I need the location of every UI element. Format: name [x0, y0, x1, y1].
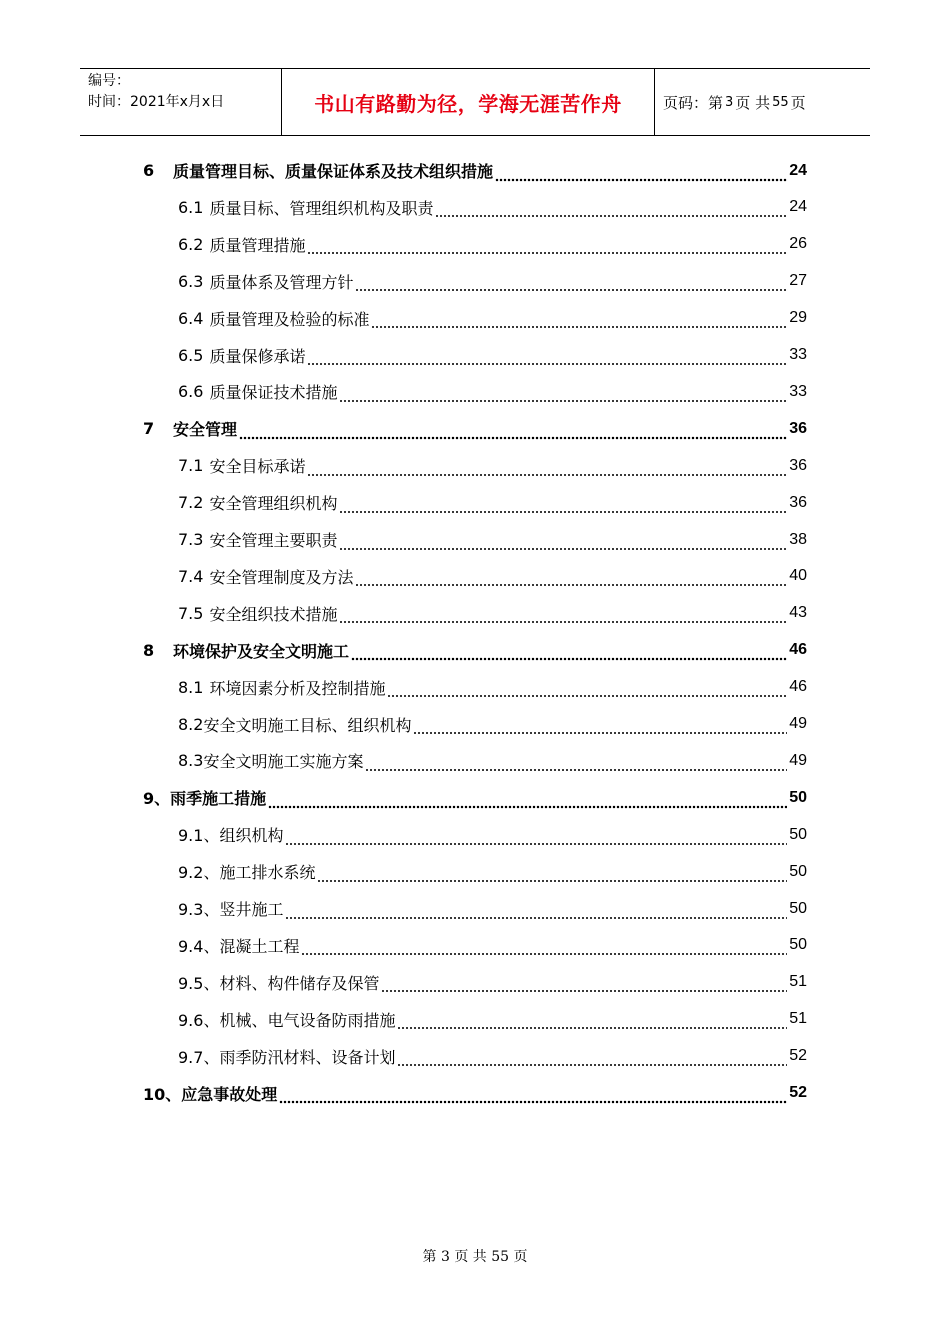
header-motto: 书山有路勤为径，学海无涯苦作舟	[282, 69, 655, 135]
toc-entry-number: 6.1	[178, 197, 204, 217]
toc-entry-page: 38	[789, 530, 807, 548]
toc-leader-dots	[339, 387, 787, 403]
date-label: 时间：2021年x月x日	[88, 94, 225, 110]
toc-entry-number: 9、	[143, 789, 171, 809]
toc-entry[interactable]	[178, 1038, 807, 1075]
toc-entry-page: 43	[789, 604, 807, 622]
toc-entry-number: 8.3	[178, 751, 204, 771]
toc-entry-number: 7.4	[178, 566, 204, 586]
toc-entry-number: 7.5	[178, 603, 204, 623]
toc-entry-title: 质量保修承诺	[209, 346, 306, 366]
toc-entry[interactable]	[143, 779, 807, 816]
toc-entry[interactable]	[178, 742, 807, 779]
toc-entry-page: 50	[789, 862, 807, 880]
toc-leader-dots	[355, 571, 787, 587]
page-header	[80, 68, 870, 136]
toc-leader-dots	[397, 1014, 787, 1030]
toc-leader-dots	[279, 1088, 787, 1104]
toc-entry-number: 9.7、	[178, 1047, 220, 1067]
header-page-info	[655, 69, 870, 135]
toc-entry-title: 组织机构	[219, 826, 284, 846]
toc-entry-number: 6.6	[178, 382, 204, 402]
toc-entry-number: 7.2	[178, 493, 204, 513]
toc-entry-page: 51	[789, 1010, 807, 1028]
toc-entry[interactable]	[178, 816, 807, 853]
toc-entry[interactable]	[178, 853, 807, 890]
toc-entry-number: 7	[143, 419, 155, 439]
toc-entry-title: 材料、构件储存及保管	[219, 973, 380, 993]
header-page-total: 55	[772, 94, 789, 110]
footer-current: 3	[440, 1249, 450, 1265]
toc-entry-page: 51	[789, 973, 807, 991]
toc-entry-page: 46	[789, 678, 807, 696]
toc-leader-dots	[435, 202, 787, 218]
toc-entry-title: 安全目标承诺	[209, 457, 306, 477]
toc-entry-page: 33	[789, 346, 807, 363]
toc-entry-title: 竖井施工	[219, 900, 284, 919]
toc-leader-dots	[339, 608, 787, 624]
toc-entry-number: 6.5	[178, 345, 204, 365]
toc-leader-dots	[355, 276, 787, 292]
toc-entry-page: 26	[789, 235, 807, 253]
toc-entry-title: 质量管理措施	[209, 235, 306, 255]
toc-leader-dots	[351, 645, 787, 661]
toc-entry-page: 40	[789, 567, 807, 585]
code-label: 编号：	[88, 73, 130, 89]
toc-entry-page: 46	[789, 641, 807, 659]
toc-entry-title: 安全管理主要职责	[209, 531, 338, 550]
toc-entry-page: 52	[789, 1084, 807, 1101]
toc-leader-dots	[301, 940, 787, 956]
toc-entry[interactable]	[178, 595, 807, 632]
toc-entry[interactable]	[178, 890, 807, 927]
header-meta	[80, 69, 282, 135]
toc-entry[interactable]	[178, 263, 807, 300]
toc-entry-title: 环境因素分析及控制措施	[209, 678, 386, 698]
toc-entry[interactable]	[178, 706, 807, 743]
toc-entry-title: 机械、电气设备防雨措施	[219, 1010, 396, 1030]
toc-entry-number: 6	[143, 161, 155, 180]
toc-leader-dots	[239, 424, 787, 440]
toc-entry-number: 10、	[143, 1084, 182, 1104]
toc-entry[interactable]	[178, 484, 807, 521]
header-page-suffix: 页	[790, 93, 806, 112]
toc-entry-page: 49	[789, 715, 807, 732]
toc-entry-title: 安全文明施工实施方案	[203, 752, 364, 772]
toc-entry-number: 8.2	[178, 714, 204, 734]
toc-entry-page: 50	[789, 899, 807, 917]
toc-entry-page: 27	[789, 272, 807, 290]
toc-entry-title: 质量保证技术措施	[209, 383, 338, 403]
toc-entry-number: 9.1、	[178, 826, 220, 846]
toc-entry-title: 雨季施工措施	[170, 789, 267, 809]
toc-leader-dots	[339, 498, 787, 514]
toc-entry[interactable]	[178, 1001, 807, 1038]
toc-entry[interactable]	[178, 337, 807, 374]
toc-entry[interactable]	[143, 152, 807, 189]
toc-entry[interactable]	[178, 558, 807, 595]
toc-entry-page: 29	[789, 309, 807, 327]
toc-entry[interactable]	[178, 300, 807, 337]
toc-entry-title: 混凝土工程	[219, 936, 300, 956]
toc-entry-number: 9.3、	[178, 900, 220, 919]
toc-entry-title: 质量目标、管理组织机构及职责	[209, 198, 434, 218]
toc-entry-title: 安全管理组织机构	[209, 494, 338, 514]
toc-entry-number: 6.4	[178, 308, 204, 328]
toc-entry-title: 应急事故处理	[181, 1084, 278, 1104]
toc-leader-dots	[285, 904, 787, 920]
toc-leader-dots	[339, 535, 787, 551]
toc-entry[interactable]	[178, 373, 807, 410]
toc-entry-page: 24	[789, 161, 807, 179]
toc-entry-title: 质量管理目标、质量保证体系及技术组织措施	[173, 162, 494, 181]
toc-entry-page: 36	[789, 456, 807, 474]
toc-entry-title: 雨季防汛材料、设备计划	[219, 1047, 396, 1067]
toc-entry-title: 安全管理制度及方法	[209, 567, 354, 587]
toc-entry-title: 安全管理	[173, 420, 238, 440]
toc-entry-number: 9.4、	[178, 936, 220, 956]
toc-leader-dots	[495, 166, 787, 182]
toc-entry-page: 52	[789, 1047, 807, 1065]
toc-entry-number: 6.2	[178, 234, 204, 254]
toc-entry[interactable]	[178, 521, 807, 558]
toc-entry-title: 施工排水系统	[219, 863, 316, 883]
toc-entry-number: 9.2、	[178, 863, 220, 883]
footer-total: 55	[491, 1249, 510, 1265]
toc-entry[interactable]	[143, 632, 807, 669]
toc-leader-dots	[413, 719, 787, 735]
toc-entry[interactable]	[178, 964, 807, 1001]
header-page-mid: 页 共	[735, 93, 771, 112]
toc-leader-dots	[387, 682, 787, 698]
toc-entry-number: 9.5、	[178, 973, 220, 993]
toc-entry[interactable]	[178, 669, 807, 706]
toc-entry-number: 6.3	[178, 271, 204, 291]
toc-entry[interactable]	[178, 927, 807, 964]
header-page-prefix: 页码：第	[663, 93, 724, 112]
header-page-current: 3	[725, 94, 734, 110]
toc-leader-dots	[381, 977, 787, 993]
toc-leader-dots	[268, 793, 787, 809]
toc-entry[interactable]	[178, 447, 807, 484]
toc-leader-dots	[371, 313, 787, 329]
toc-entry-page: 49	[789, 751, 807, 769]
toc-leader-dots	[307, 461, 787, 477]
toc-entry-title: 安全组织技术措施	[209, 604, 338, 624]
toc-entry[interactable]	[143, 1075, 807, 1112]
toc-entry-page: 50	[789, 788, 807, 806]
toc-entry[interactable]	[178, 226, 807, 263]
toc-entry-number: 7.3	[178, 530, 204, 549]
toc-leader-dots	[317, 867, 787, 883]
page-footer	[0, 1246, 950, 1266]
toc-entry-title: 安全文明施工目标、组织机构	[203, 715, 412, 735]
toc-leader-dots	[397, 1051, 787, 1067]
toc-leader-dots	[285, 830, 787, 846]
toc-entry-title: 质量管理及检验的标准	[209, 309, 370, 329]
footer-prefix: 第	[422, 1249, 437, 1265]
toc-entry-number: 8.1	[178, 677, 204, 697]
toc-entry-title: 质量体系及管理方针	[209, 272, 354, 292]
toc-entry-page: 33	[789, 382, 807, 400]
footer-mid: 页 共	[454, 1249, 487, 1265]
footer-suffix: 页	[513, 1249, 528, 1265]
toc-entry-number: 9.6、	[178, 1010, 220, 1030]
toc-entry-title: 环境保护及安全文明施工	[173, 641, 350, 661]
toc-leader-dots	[365, 756, 787, 772]
toc-entry-page: 50	[789, 936, 807, 954]
toc-leader-dots	[307, 239, 787, 255]
toc-entry-page: 24	[789, 198, 807, 216]
toc-entry-page: 50	[789, 825, 807, 843]
toc-entry-number: 8	[143, 640, 155, 660]
toc-entry-number: 7.1	[178, 456, 204, 476]
toc-entry-page: 36	[789, 493, 807, 511]
toc-entry[interactable]	[178, 189, 807, 226]
toc-leader-dots	[307, 350, 787, 366]
toc-entry-page: 36	[789, 419, 807, 437]
toc-entry[interactable]	[143, 410, 807, 447]
